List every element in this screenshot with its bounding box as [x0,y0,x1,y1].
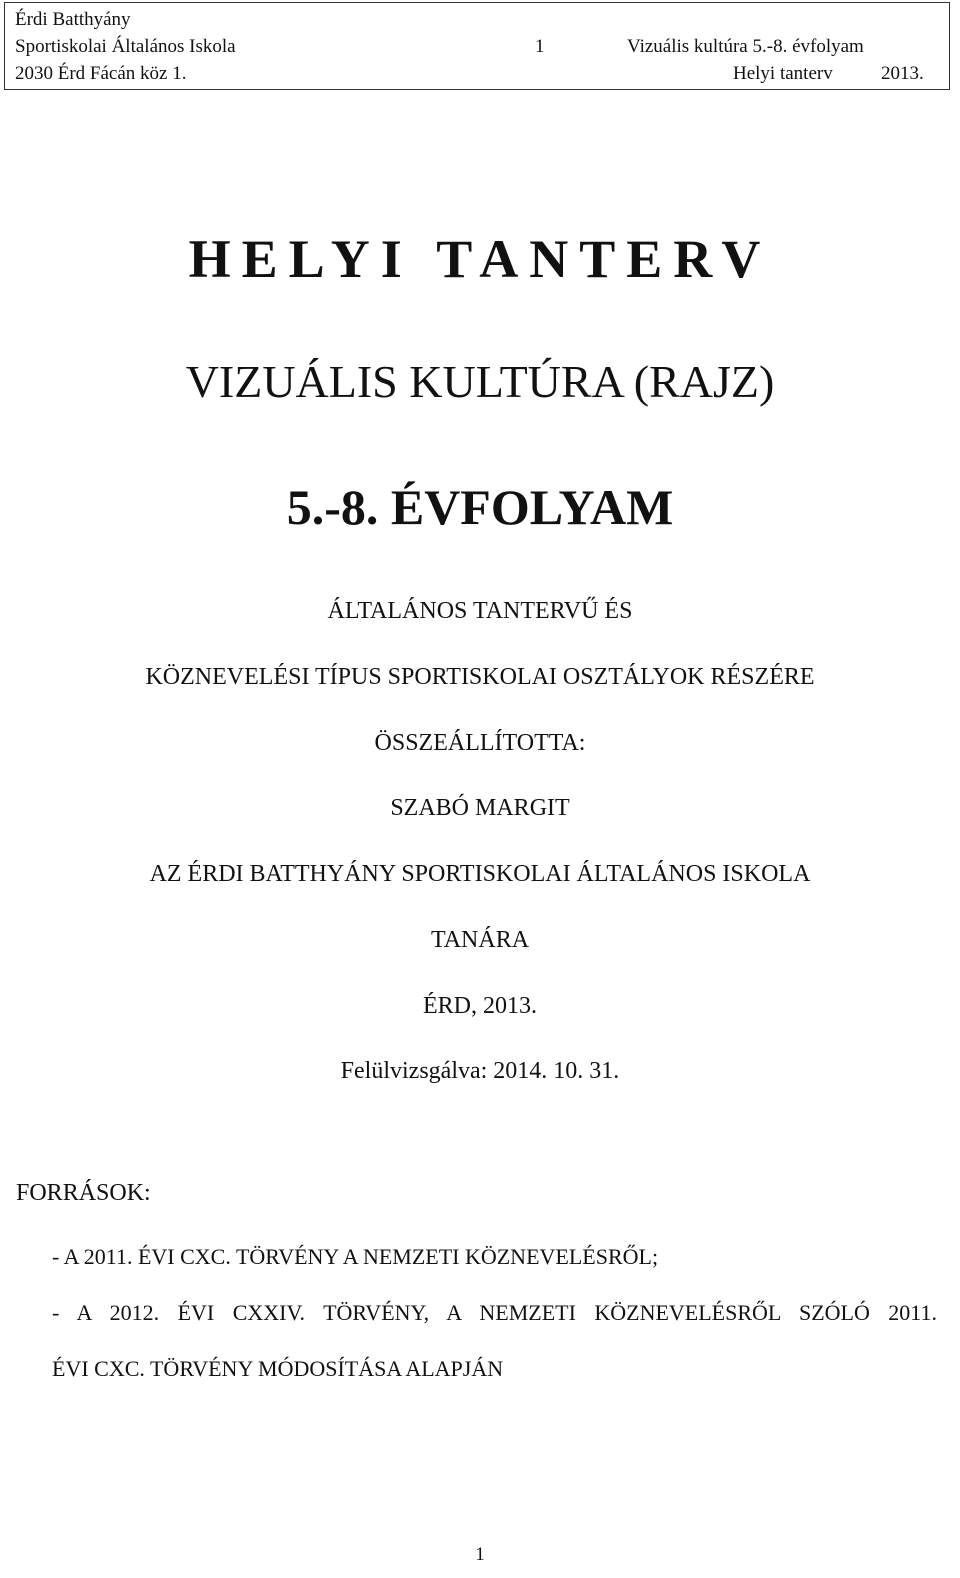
header-subject-grade: Vizuális kultúra 5.-8. évfolyam [627,36,864,57]
author-name: SZABÓ MARGIT [390,795,570,821]
subject-title: VIZUÁLIS KULTÚRA (RAJZ) [185,356,775,407]
classes-line: KÖZNEVELÉSI TÍPUS SPORTISKOLAI OSZTÁLYOK RÉSZÉRE [145,664,815,690]
document-title: HELYI TANTERV [188,229,772,289]
general-curriculum-line: ÁLTALÁNOS TANTERVŰ ÉS [327,598,633,624]
grade-title: 5.-8. ÉVFOLYAM [286,479,674,535]
source-item-2-line2: ÉVI CXC. TÖRVÉNY MÓDOSÍTÁSA ALAPJÁN [52,1356,504,1381]
compiled-by-label: ÖSSZEÁLLÍTOTTA: [374,730,586,756]
header-address: 2030 Érd Fácán köz 1. [15,63,187,84]
revised-date: Felülvizsgálva: 2014. 10. 31. [340,1058,620,1084]
header-school-line2: Sportiskolai Általános Iskola [15,36,236,57]
school-line: AZ ÉRDI BATTHYÁNY SPORTISKOLAI ÁLTALÁNOS ISKOLA [149,861,811,887]
place-date: ÉRD, 2013. [423,993,537,1019]
header-page-number: 1 [535,36,545,57]
footer-page-number: 1 [475,1544,485,1565]
header-school-line1: Érdi Batthyány [15,9,131,30]
sources-heading: FORRÁSOK: [16,1180,151,1206]
header-curriculum-label: Helyi tanterv [733,63,833,84]
source-item-2-line1: - A 2012. ÉVI CXXIV. TÖRVÉNY, A NEMZETI KÖZNEVELÉSRŐL SZÓLÓ 2011. [52,1300,937,1325]
page-header [4,2,950,90]
source-item-1: - A 2011. ÉVI CXC. TÖRVÉNY A NEMZETI KÖZNEVELÉSRŐL; [52,1244,659,1269]
header-curriculum-year: 2013. [881,63,924,84]
role-line: TANÁRA [430,927,530,953]
